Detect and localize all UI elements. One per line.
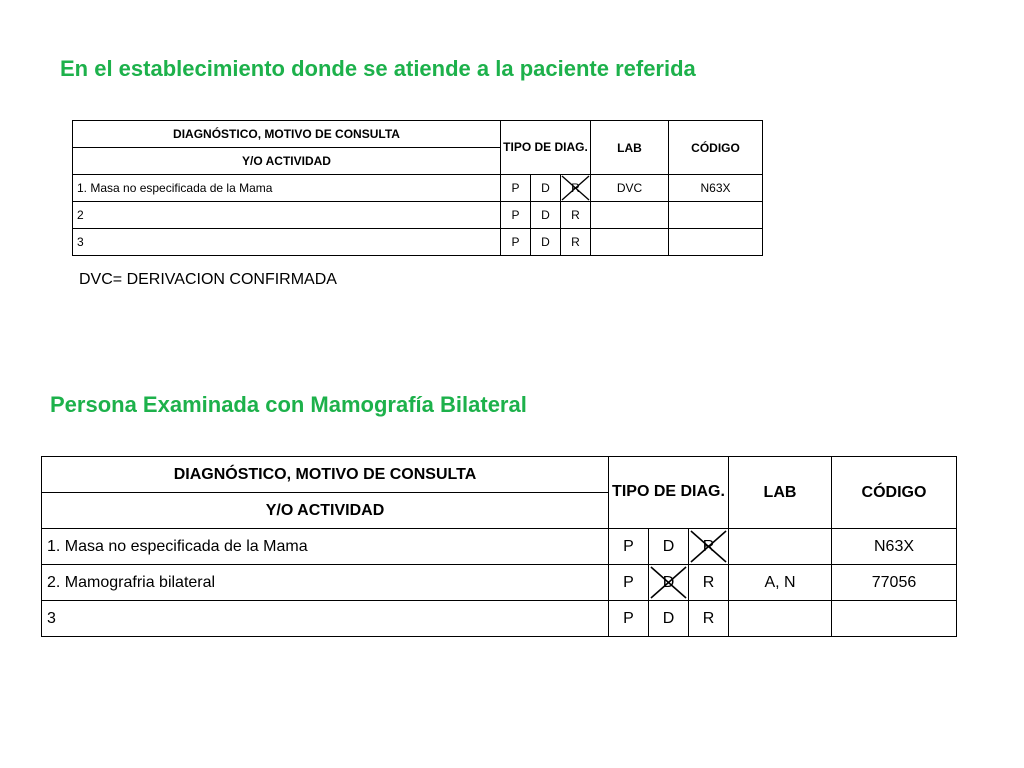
header-diagnostico: DIAGNÓSTICO, MOTIVO DE CONSULTA: [73, 121, 501, 148]
header-lab: LAB: [729, 457, 832, 529]
dvc-legend-note: DVC= DERIVACION CONFIRMADA: [79, 271, 337, 288]
lab-value: [591, 229, 669, 256]
header-diagnostico: DIAGNÓSTICO, MOTIVO DE CONSULTA: [42, 457, 609, 493]
tipo-r-marked: [689, 529, 729, 565]
table-row: [73, 229, 763, 256]
tipo-r: R: [689, 601, 729, 637]
header-codigo: CÓDIGO: [832, 457, 957, 529]
row-description: 1. Masa no especificada de la Mama: [42, 529, 609, 565]
tipo-r: R: [561, 202, 591, 229]
table-row: [42, 529, 957, 565]
codigo-value: N63X: [832, 529, 957, 565]
lab-value: A, N: [729, 565, 832, 601]
diagnosis-table-mammography: [41, 456, 957, 637]
row-description: 3: [42, 601, 609, 637]
lab-value: DVC: [591, 175, 669, 202]
table-row: [42, 601, 957, 637]
tipo-p: P: [609, 565, 649, 601]
codigo-value: N63X: [669, 175, 763, 202]
tipo-d: D: [531, 175, 561, 202]
tipo-r: R: [561, 229, 591, 256]
header-tipo-diag: TIPO DE DIAG.: [501, 121, 591, 175]
codigo-value: 77056: [832, 565, 957, 601]
tipo-r: R: [689, 565, 729, 601]
table-row: [73, 202, 763, 229]
header-lab: LAB: [591, 121, 669, 175]
tipo-p: P: [501, 202, 531, 229]
tipo-d: D: [531, 202, 561, 229]
section2-title: Persona Examinada con Mamografía Bilateral: [50, 392, 527, 417]
header-tipo-diag: TIPO DE DIAG.: [609, 457, 729, 529]
row-description: 1. Masa no especificada de la Mama: [73, 175, 501, 202]
section1-title: En el establecimiento donde se atiende a la paciente referida: [60, 56, 696, 81]
tipo-d-marked: [649, 565, 689, 601]
codigo-value: [669, 202, 763, 229]
lab-value: [729, 601, 832, 637]
tipo-p: P: [501, 229, 531, 256]
header-actividad: Y/O ACTIVIDAD: [42, 493, 609, 529]
tipo-d: D: [649, 601, 689, 637]
tipo-p: P: [501, 175, 531, 202]
table-row: [42, 565, 957, 601]
row-description: 2. Mamografria bilateral: [42, 565, 609, 601]
diagnosis-table-referral: [72, 120, 763, 256]
header-codigo: CÓDIGO: [669, 121, 763, 175]
tipo-d-label: D: [662, 573, 675, 591]
codigo-value: [832, 601, 957, 637]
tipo-d: D: [531, 229, 561, 256]
tipo-p: P: [609, 529, 649, 565]
table-row: [73, 175, 763, 202]
lab-value: [591, 202, 669, 229]
tipo-r-label: R: [571, 181, 580, 195]
tipo-r-marked: [561, 175, 591, 202]
codigo-value: [669, 229, 763, 256]
tipo-p: P: [609, 601, 649, 637]
tipo-r-label: R: [702, 537, 715, 555]
row-description: 2: [73, 202, 501, 229]
header-actividad: Y/O ACTIVIDAD: [73, 148, 501, 175]
row-description: 3: [73, 229, 501, 256]
tipo-d: D: [649, 529, 689, 565]
lab-value: [729, 529, 832, 565]
